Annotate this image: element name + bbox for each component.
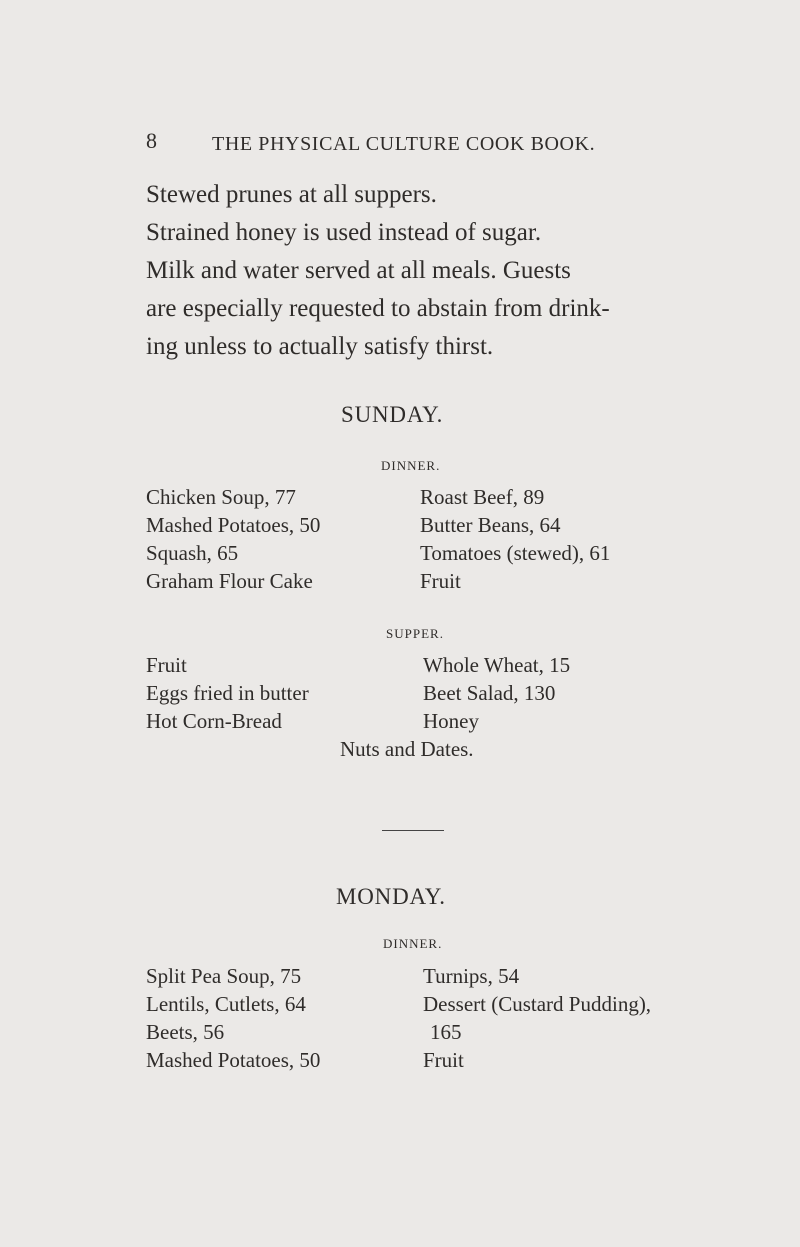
- menu-item: Fruit: [423, 1048, 464, 1072]
- menu-item: Eggs fried in butter: [146, 681, 309, 705]
- menu-item: Lentils, Cutlets, 64: [146, 992, 306, 1016]
- menu-item: Turnips, 54: [423, 964, 520, 988]
- menu-item: Mashed Potatoes, 50: [146, 513, 321, 537]
- menu-item: Tomatoes (stewed), 61: [420, 541, 611, 565]
- menu-item: Hot Corn-Bread: [146, 709, 282, 733]
- menu-item: Fruit: [146, 653, 187, 677]
- running-head: THE PHYSICAL CULTURE COOK BOOK.: [212, 133, 596, 155]
- menu-item: Honey: [423, 709, 479, 733]
- menu-item: Graham Flour Cake: [146, 569, 313, 593]
- menu-item: Beet Salad, 130: [423, 681, 556, 705]
- sunday-dinner-left-column: [146, 483, 320, 595]
- sunday-dinner-right-column: [420, 483, 610, 595]
- monday-dinner-right-column: [423, 962, 651, 1074]
- menu-item: Squash, 65: [146, 541, 239, 565]
- menu-item: Dessert (Custard Pudding),: [423, 992, 652, 1016]
- menu-item: 165: [430, 1020, 462, 1044]
- menu-item: Mashed Potatoes, 50: [146, 1048, 321, 1072]
- section-divider: [382, 830, 444, 831]
- monday-dinner-left-column: [146, 962, 320, 1074]
- menu-item: Whole Wheat, 15: [423, 653, 571, 677]
- menu-item: Split Pea Soup, 75: [146, 964, 302, 988]
- monday-heading: MONDAY.: [336, 884, 446, 909]
- intro-line: Milk and water served at all meals. Guests: [146, 257, 571, 284]
- sunday-dinner-label: DINNER.: [381, 458, 441, 473]
- menu-item: Butter Beans, 64: [420, 513, 561, 537]
- menu-item: Fruit: [420, 569, 461, 593]
- sunday-supper-left-column: [146, 651, 309, 735]
- intro-line: Stewed prunes at all suppers.: [146, 181, 437, 208]
- intro-line: ing unless to actually satisfy thirst.: [146, 333, 494, 360]
- sunday-heading: SUNDAY.: [341, 402, 444, 427]
- menu-item: Chicken Soup, 77: [146, 485, 296, 509]
- menu-item: Roast Beef, 89: [420, 485, 545, 509]
- sunday-supper-label: SUPPER.: [386, 626, 444, 641]
- intro-line: are especially requested to abstain from drink-: [146, 295, 610, 322]
- menu-item: Beets, 56: [146, 1020, 225, 1044]
- page-number: 8: [146, 128, 157, 153]
- intro-paragraph: [146, 176, 726, 366]
- sunday-supper-center-item: Nuts and Dates.: [340, 737, 474, 761]
- sunday-supper-right-column: [423, 651, 570, 735]
- monday-dinner-label: DINNER.: [383, 936, 443, 951]
- intro-line: Strained honey is used instead of sugar.: [146, 219, 542, 246]
